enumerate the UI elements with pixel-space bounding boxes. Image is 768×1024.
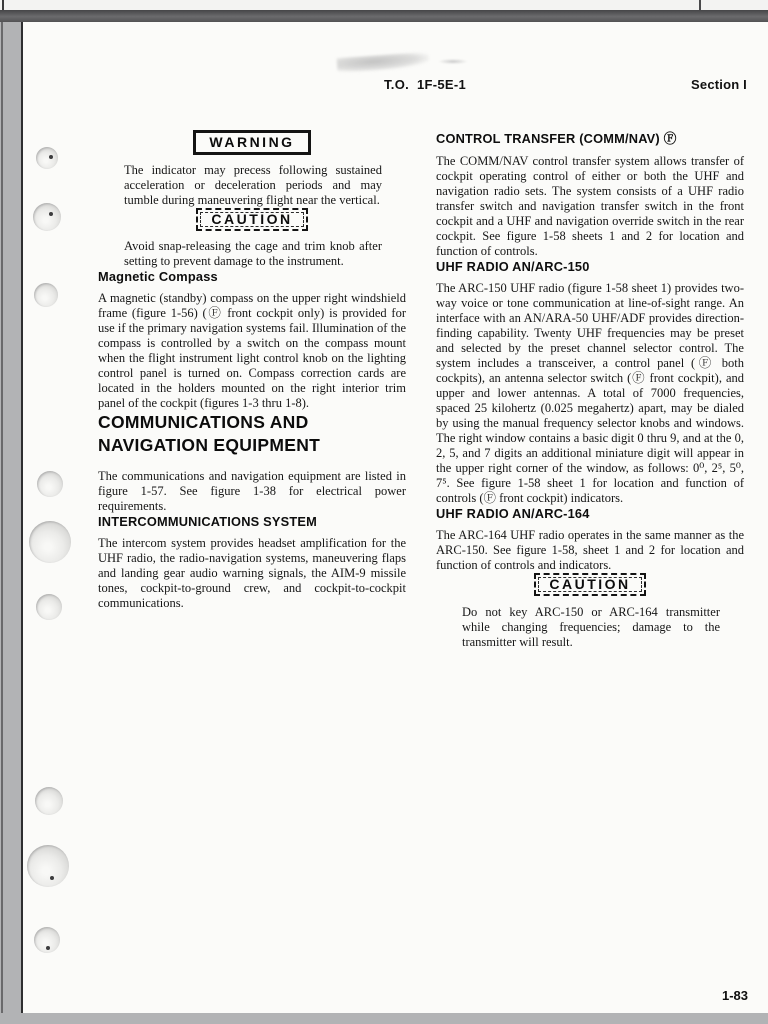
comm-nav-heading-line2: NAVIGATION EQUIPMENT	[98, 435, 321, 455]
warning-text: The indicator may precess following sustained acceleration or deceleration periods and may tumble during maneuvering flight near the vertical.	[124, 163, 382, 207]
intercom-text: The intercom system provides headset amplification for the UHF radio, the radio-navigation systems, maneuvering flaps and landing gear audio warning signals, the AIM-9 missile tones, cockpit-to-ground crew, and cockpit-to-cockpit communications.	[98, 536, 406, 610]
magnetic-compass-heading: Magnetic Compass	[98, 269, 218, 284]
scan-smudge	[439, 59, 467, 64]
scan-top-strip	[0, 0, 768, 10]
caution-box	[98, 208, 406, 231]
control-transfer-heading: CONTROL TRANSFER (COMM/NAV) Ⓕ	[436, 131, 677, 146]
punch-hole	[34, 927, 60, 953]
punch-hole	[29, 521, 71, 563]
caution-box	[436, 573, 744, 596]
punch-hole	[36, 147, 58, 169]
punch-hole-dot	[49, 155, 53, 159]
punch-hole	[34, 283, 58, 307]
magnetic-compass-text: A magnetic (standby) compass on the upper right windshield frame (figure 1-56) (Ⓕ front cockpit only) is provided for use if the primary navigation systems fail. Illumination of the compass is controlled by a switch on the compass mount when the flight instrument light control knob on the lighting control panel is turned on. Compass correction cards are located in the holders mounted on the right interior trim panel of the cockpit (figures 1-3 thru 1-8).	[98, 291, 406, 410]
caution-text: Avoid snap-releasing the cage and trim knob after setting to prevent damage to the instrument.	[124, 239, 382, 268]
intercom-heading: INTERCOMMUNICATIONS SYSTEM	[98, 514, 317, 529]
to-number: T.O. 1F-5E-1	[384, 77, 467, 92]
right-column	[436, 128, 744, 650]
arc150-heading: UHF RADIO AN/ARC-150	[436, 259, 590, 274]
document-page	[21, 22, 768, 1013]
punch-hole	[27, 845, 69, 887]
punch-hole-dot	[46, 946, 50, 950]
scan-separator-band	[0, 10, 768, 22]
caution-label: CAUTION	[196, 208, 307, 231]
arc150-text: The ARC-150 UHF radio (figure 1-58 sheet 1) provides two-way voice or tone communication at line-of-sight range. An interface with an AN/ARA-50 UHF/ADF provides direction-finding capability. Twenty UHF frequencies may be preset and selected by the preset channel selector control. The system includes a transceiver, a control panel (Ⓕ both cockpits), an antenna selector switch (Ⓕ front cockpit), and upper and lower antennas. A total of 7000 frequencies, spaced 25 kilohertz (0.025 megahertz) apart, may be dialed by using the manual frequency selector knobs and windows. The right window contains a basic digit 0 thru 9, and at the 0, 2, 5, and 7 digits an additional miniature digit will appear in the upper right corner of the window, as follows: 0⁰, 2⁵, 5⁰, 7⁵. See figure 1-58 sheet 1 for location and function of controls (Ⓕ front cockpit) indicators.	[436, 281, 744, 505]
scan-edge-line	[699, 0, 701, 10]
warning-label: WARNING	[193, 130, 310, 155]
control-transfer-text: The COMM/NAV control transfer system allows transfer of cockpit operating control of either or both the UHF and navigation radio sets. The system consists of a UHF radio transfer switch and navigation transfer switch in the front cockpit and a UHF and navigation override switch in the rear cockpit. See figure 1-58 sheets 1 and 2 for location and function of controls.	[436, 154, 744, 258]
section-label: Section I	[691, 77, 747, 92]
comm-nav-equipment-heading	[98, 411, 406, 457]
scan-edge-line	[1, 22, 3, 1024]
punch-hole	[37, 471, 63, 497]
scan-edge-line	[2, 0, 4, 10]
punch-hole	[33, 203, 61, 231]
scan-smudge	[337, 52, 430, 73]
punch-hole-dot	[50, 876, 54, 880]
page-number: 1-83	[721, 988, 748, 1003]
arc164-text: The ARC-164 UHF radio operates in the same manner as the ARC-150. See figure 1-58, sheet 1 and 2 for location and function of controls and indicators.	[436, 528, 744, 572]
caution-label: CAUTION	[534, 573, 645, 596]
caution-text: Do not key ARC-150 or ARC-164 transmitter while changing frequencies; damage to the transmitter will result.	[462, 605, 720, 649]
scan-bottom-strip	[0, 1013, 768, 1024]
comm-nav-heading-line1: COMMUNICATIONS AND	[98, 412, 309, 432]
punch-hole	[36, 594, 62, 620]
warning-box	[98, 130, 406, 155]
arc164-heading: UHF RADIO AN/ARC-164	[436, 506, 590, 521]
comm-nav-text: The communications and navigation equipment are listed in figure 1-57. See figure 1-38 for electrical power requirements.	[98, 469, 406, 513]
punch-hole-dot	[49, 212, 53, 216]
left-column	[98, 130, 406, 611]
punch-hole	[35, 787, 63, 815]
